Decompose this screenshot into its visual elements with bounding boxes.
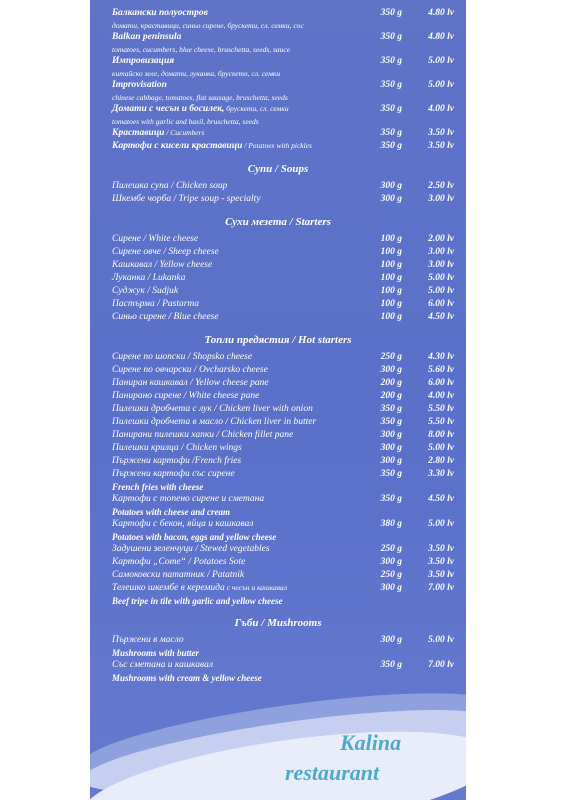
item-price: 4.00 lv bbox=[428, 104, 454, 114]
item-price: 6.00 lv bbox=[428, 299, 454, 309]
item-price: 5.00 lv bbox=[428, 273, 454, 283]
item-price: 5.00 lv bbox=[428, 635, 454, 645]
menu-item bbox=[90, 660, 466, 673]
item-name: Пилешка супа / Chicken soup bbox=[112, 181, 228, 191]
item-name: Сирене по шопски / Shopsko cheese bbox=[112, 352, 253, 362]
menu-item bbox=[90, 181, 466, 194]
item-name: Шкембе чорба / Tripe soup - specialty bbox=[112, 194, 261, 204]
brand-subtitle: restaurant bbox=[285, 760, 380, 785]
menu-item bbox=[90, 194, 466, 207]
item-weight: 350 g bbox=[380, 494, 402, 504]
item-price: 5.00 lv bbox=[428, 56, 454, 66]
menu-item bbox=[90, 557, 466, 570]
item-name: Improvisation bbox=[112, 80, 167, 90]
item-name: Синьо сирене / Blue cheese bbox=[112, 312, 219, 322]
item-price: 7.00 lv bbox=[428, 583, 454, 593]
item-weight: 100 g bbox=[380, 273, 402, 283]
item-translation: Potatoes with bacon, eggs and yellow cheese bbox=[112, 532, 277, 542]
item-name: Картофи с кисели краставици / Potatoes with pickles bbox=[112, 141, 312, 151]
item-note: / Potatoes with pickles bbox=[242, 141, 312, 150]
item-weight: 100 g bbox=[380, 312, 402, 322]
item-price: 3.50 lv bbox=[428, 128, 454, 138]
item-weight: 300 g bbox=[380, 181, 402, 191]
item-name: Със сметана и кашкавал bbox=[112, 660, 213, 670]
item-price: 5.00 lv bbox=[428, 286, 454, 296]
menu-item bbox=[90, 365, 466, 378]
item-weight: 350 g bbox=[380, 469, 402, 479]
menu-item bbox=[90, 391, 466, 404]
menu-item bbox=[90, 417, 466, 430]
menu-item bbox=[90, 378, 466, 391]
item-name: Картофи „Соте“ / Potatoes Sote bbox=[112, 557, 246, 567]
item-note: / Cucumbers bbox=[164, 128, 205, 137]
item-translation: Potatoes with cheese and cream bbox=[112, 507, 230, 517]
menu-item bbox=[90, 544, 466, 557]
menu-item bbox=[90, 635, 466, 648]
item-note: брускети, сл. семки bbox=[224, 104, 289, 113]
item-price: 5.50 lv bbox=[428, 417, 454, 427]
menu-item bbox=[90, 519, 466, 532]
item-name: Сирене / White cheese bbox=[112, 234, 199, 244]
menu-item bbox=[90, 273, 466, 286]
menu-item bbox=[90, 247, 466, 260]
item-name: Пилешки дробчета с лук / Chicken liver with onion bbox=[112, 404, 313, 414]
item-weight: 300 g bbox=[380, 557, 402, 567]
item-weight: 350 g bbox=[380, 56, 402, 66]
item-name: Пастърма / Pastarma bbox=[112, 299, 200, 309]
menu-item bbox=[90, 128, 466, 141]
item-name: Телешко шкембе в керемида с чесън и кашкавал bbox=[112, 583, 287, 593]
menu-page bbox=[90, 0, 466, 800]
item-price: 4.50 lv bbox=[428, 312, 454, 322]
item-price: 8.00 lv bbox=[428, 430, 454, 440]
item-price: 2.50 lv bbox=[428, 181, 454, 191]
item-price: 3.30 lv bbox=[428, 469, 454, 479]
menu-item bbox=[90, 32, 466, 45]
item-name: Импровизация bbox=[112, 56, 175, 66]
menu-item bbox=[90, 443, 466, 456]
item-name: Кашкавал / Yellow cheese bbox=[112, 260, 213, 270]
item-weight: 100 g bbox=[380, 247, 402, 257]
item-weight: 300 g bbox=[380, 456, 402, 466]
item-weight: 100 g bbox=[380, 286, 402, 296]
menu-item bbox=[90, 404, 466, 417]
item-price: 3.00 lv bbox=[428, 194, 454, 204]
item-name: Пържени в масло bbox=[112, 635, 184, 645]
item-price: 7.00 lv bbox=[428, 660, 454, 670]
item-price: 4.50 lv bbox=[428, 494, 454, 504]
section-heading: Супи / Soups bbox=[247, 163, 309, 175]
item-weight: 300 g bbox=[380, 194, 402, 204]
item-weight: 200 g bbox=[380, 391, 402, 401]
menu-item bbox=[90, 8, 466, 21]
item-price: 4.00 lv bbox=[428, 391, 454, 401]
item-description: китайско зеле, домати, луканка, брускето, сл. семки bbox=[112, 69, 281, 78]
item-weight: 350 g bbox=[380, 80, 402, 90]
item-name: Картофи с бекон, яйца и кашкавал bbox=[112, 519, 254, 529]
item-name: Пилешки крилца / Chicken wings bbox=[112, 443, 242, 453]
item-price: 5.00 lv bbox=[428, 80, 454, 90]
menu-item bbox=[90, 80, 466, 93]
item-weight: 300 g bbox=[380, 635, 402, 645]
menu-item bbox=[90, 286, 466, 299]
item-description: tomatoes, cucumbers, blue cheese, bruschetta, seeds, sauce bbox=[112, 45, 291, 54]
item-price: 4.30 lv bbox=[428, 352, 454, 362]
item-name: Панирано сирене / White cheese pane bbox=[112, 391, 260, 401]
item-translation: Mushrooms with butter bbox=[112, 648, 200, 658]
item-name: Паниран кашкавал / Yellow cheese pane bbox=[112, 378, 269, 388]
item-note: с чесън и кашкавал bbox=[224, 583, 287, 592]
menu-item bbox=[90, 312, 466, 325]
item-price: 3.00 lv bbox=[428, 260, 454, 270]
item-weight: 100 g bbox=[380, 234, 402, 244]
item-weight: 250 g bbox=[380, 570, 402, 580]
item-weight: 380 g bbox=[380, 519, 402, 529]
item-price: 2.00 lv bbox=[428, 234, 454, 244]
item-price: 5.60 lv bbox=[428, 365, 454, 375]
menu-item bbox=[90, 299, 466, 312]
item-price: 3.00 lv bbox=[428, 247, 454, 257]
section-heading: Топли предястия / Hot starters bbox=[204, 334, 352, 346]
item-name: Картофи с топено сирене и сметана bbox=[112, 494, 265, 504]
item-price: 3.50 lv bbox=[428, 141, 454, 151]
item-price: 2.80 lv bbox=[428, 456, 454, 466]
menu-item bbox=[90, 104, 466, 117]
item-name: Домати с чесън и босилек, брускети, сл. семки bbox=[112, 104, 289, 114]
item-price: 5.00 lv bbox=[428, 519, 454, 529]
item-price: 3.50 lv bbox=[428, 544, 454, 554]
item-name: Пилешки дробчета в масло / Chicken liver in butter bbox=[112, 417, 317, 427]
item-weight: 300 g bbox=[380, 583, 402, 593]
item-price: 3.50 lv bbox=[428, 557, 454, 567]
item-name: Задушени зеленчуци / Stewed vegetables bbox=[112, 544, 270, 554]
menu-item bbox=[90, 141, 466, 154]
item-weight: 350 g bbox=[380, 128, 402, 138]
item-weight: 200 g bbox=[380, 378, 402, 388]
menu-item bbox=[90, 430, 466, 443]
item-weight: 250 g bbox=[380, 544, 402, 554]
menu-item bbox=[90, 56, 466, 69]
item-price: 4.80 lv bbox=[428, 8, 454, 18]
item-weight: 300 g bbox=[380, 430, 402, 440]
item-price: 3.50 lv bbox=[428, 570, 454, 580]
item-name: Пържени картофи със сирене bbox=[112, 469, 235, 479]
item-name: Балкански полуостров bbox=[112, 8, 208, 18]
item-name: Пържени картофи /French fries bbox=[112, 456, 242, 466]
brand-name: Kalina bbox=[340, 730, 402, 755]
item-description: tomatoes with garlic and basil, bruschetta, seeds bbox=[112, 117, 259, 126]
section-heading: Сухи мезета / Starters bbox=[225, 216, 331, 228]
item-weight: 350 g bbox=[380, 404, 402, 414]
item-price: 4.80 lv bbox=[428, 32, 454, 42]
item-weight: 100 g bbox=[380, 260, 402, 270]
menu-item bbox=[90, 469, 466, 482]
item-description: chinese cabbage, tomatoes, flat sausage, bruschetta, seeds bbox=[112, 93, 288, 102]
item-price: 5.00 lv bbox=[428, 443, 454, 453]
item-name: Панирани пилешки хапки / Chicken fillet pane bbox=[112, 430, 294, 440]
menu-item bbox=[90, 352, 466, 365]
item-weight: 350 g bbox=[380, 8, 402, 18]
item-weight: 250 g bbox=[380, 352, 402, 362]
item-weight: 300 g bbox=[380, 443, 402, 453]
item-name: Самоковски пататник / Patatnik bbox=[112, 570, 245, 580]
item-weight: 350 g bbox=[380, 660, 402, 670]
item-weight: 350 g bbox=[380, 141, 402, 151]
menu-item bbox=[90, 583, 466, 596]
item-name: Сирене по овчарски / Ovcharsko cheese bbox=[112, 365, 268, 375]
item-name: Краставици / Cucumbers bbox=[112, 128, 205, 138]
item-name: Луканка / Lukanka bbox=[112, 273, 186, 283]
item-price: 6.00 lv bbox=[428, 378, 454, 388]
item-translation: French fries with cheese bbox=[112, 482, 204, 492]
item-translation: Beef tripe in tile with garlic and yellow cheese bbox=[112, 596, 283, 606]
item-weight: 350 g bbox=[380, 104, 402, 114]
item-weight: 350 g bbox=[380, 417, 402, 427]
menu-item bbox=[90, 570, 466, 583]
menu-content bbox=[90, 8, 466, 685]
menu-item bbox=[90, 494, 466, 507]
item-name: Суджук / Sudjuk bbox=[112, 286, 179, 296]
item-translation: Mushrooms with cream & yellow cheese bbox=[112, 673, 262, 683]
item-price: 5.50 lv bbox=[428, 404, 454, 414]
menu-item bbox=[90, 260, 466, 273]
item-description: домати, краставици, синьо сирене, брускети, сл. семки, сос bbox=[112, 21, 304, 30]
item-weight: 300 g bbox=[380, 365, 402, 375]
menu-item bbox=[90, 234, 466, 247]
item-name: Balkan peninsula bbox=[112, 32, 182, 42]
menu-item bbox=[90, 456, 466, 469]
item-weight: 100 g bbox=[380, 299, 402, 309]
item-weight: 350 g bbox=[380, 32, 402, 42]
item-name: Сирене овче / Sheep cheese bbox=[112, 247, 219, 257]
section-heading: Гъби / Mushrooms bbox=[234, 617, 322, 629]
